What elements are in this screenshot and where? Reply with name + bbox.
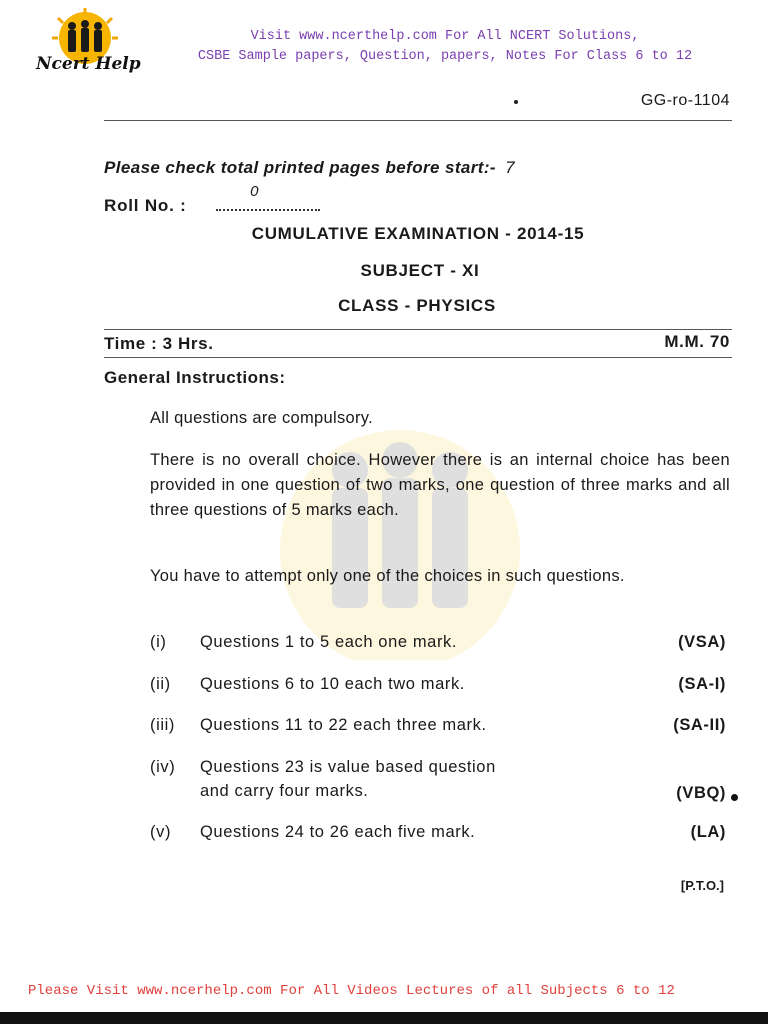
instructions-heading: General Instructions: <box>104 368 286 387</box>
bottom-border <box>0 1012 768 1024</box>
watermark <box>120 400 680 660</box>
roll-value: 0 <box>250 183 260 200</box>
exam-title: CUMULATIVE EXAMINATION - 2014-15 <box>251 224 585 243</box>
item-code: (SA-II) <box>673 716 726 734</box>
ncert-help-logo <box>30 8 145 78</box>
max-marks: M.M. 70 <box>664 332 730 351</box>
top-rule <box>104 120 732 121</box>
watermark-logo-icon <box>120 400 680 660</box>
footer-link[interactable]: Please Visit www.ncerhelp.com For All Videos Lectures of all Subjects 6 to 12 <box>28 983 675 999</box>
class-line: CLASS - PHYSICS <box>338 296 496 315</box>
subject-line: SUBJECT - XI <box>360 261 480 280</box>
item-text: Questions 6 to 10 each two mark. <box>200 675 465 693</box>
ink-dot <box>731 794 738 801</box>
roll-label: Roll No. : <box>104 196 187 215</box>
item-number: (i) <box>150 633 167 651</box>
item-text: Questions 11 to 22 each three mark. <box>200 716 487 734</box>
item-text: Questions 23 is value based question <box>200 758 496 776</box>
banner-line-2: CSBE Sample papers, Question, papers, Notes For Class 6 to 12 <box>197 49 693 64</box>
list-item <box>150 758 726 808</box>
roll-field <box>216 183 320 211</box>
paper-code: GG-ro-1104 <box>640 92 730 109</box>
logo-text: Ncert Help <box>36 54 141 74</box>
item-number: (iii) <box>150 716 175 734</box>
item-code: (VSA) <box>678 633 726 651</box>
pages-count: 7 <box>505 158 515 177</box>
instruction-paragraph-3: You have to attempt only one of the choices in such questions. <box>150 567 625 585</box>
item-number: (iv) <box>150 758 176 776</box>
time-allowed: Time : 3 Hrs. <box>104 334 214 353</box>
dot-mark <box>514 100 518 104</box>
check-pages-text: Please check total printed pages before start:- <box>104 158 496 177</box>
roll-number-line <box>104 183 320 216</box>
item-text: Questions 1 to 5 each one mark. <box>200 633 458 651</box>
item-number: (v) <box>150 823 172 841</box>
item-code: (LA) <box>690 823 726 841</box>
rule-below-time <box>104 357 732 358</box>
rule-above-time <box>104 329 732 330</box>
item-text: Questions 24 to 26 each five mark. <box>200 823 476 841</box>
top-banner <box>140 27 750 67</box>
banner-line-1: Visit www.ncerthelp.com For All NCERT Solutions, <box>250 29 640 44</box>
instruction-paragraph-2: There is no overall choice. However there is an internal choice has been provided in one question of two marks, one question of three marks and all three questions of 5 marks each. <box>150 451 730 519</box>
item-text-line-2: and carry four marks. <box>200 782 369 800</box>
item-number: (ii) <box>150 675 171 693</box>
instruction-paragraph-1: All questions are compulsory. <box>150 409 373 427</box>
check-pages-line <box>104 158 515 178</box>
pto-marker: [P.T.O.] <box>680 878 724 893</box>
item-code: (SA-I) <box>678 675 726 693</box>
item-code: (VBQ) <box>676 784 726 802</box>
